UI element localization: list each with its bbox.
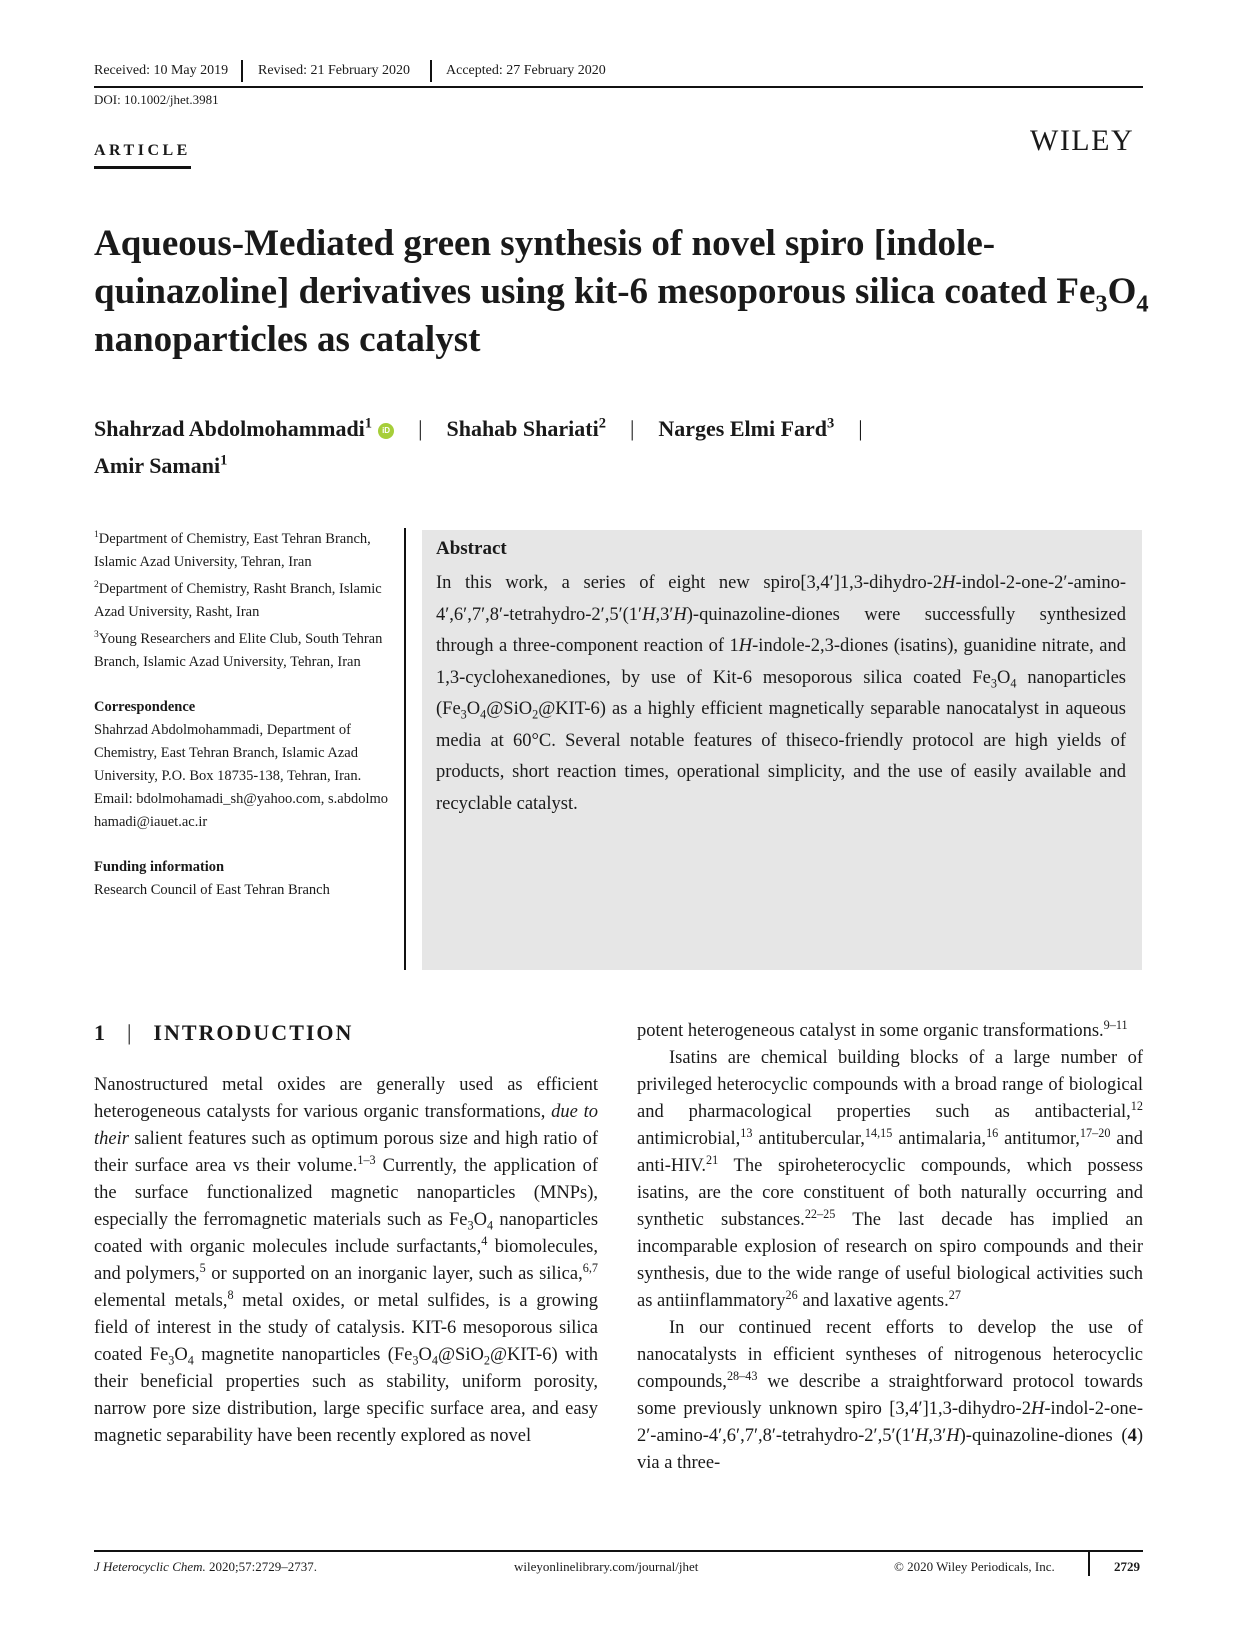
- abstract-text: In this work, a series of eight new spiro[3,4′]1,3-dihydro-2H-indol-2-one-2′-amino-4′,6′,7′,8′-tetrahydro-2′,5′(1′H,3′H)-quinazoline-diones were successfully synthesized through a three-component reaction of 1H-indole-2,3-diones (isatins), guanidine nitrate, and 1,3-cyclohexanediones, by use of Kit-6 mesoporous silica coated $Fe_3O_4$ nanoparticles $(Fe_3O_4@SiO_2@KIT-6)$ as a highly efficient magnetically separable nanocatalyst in aqueous media at 60°C. Several notable features of thiseco-friendly protocol are high yields of products, short reaction times, operational simplicity, and the use of easily available and recyclable catalyst.: [436, 573, 1126, 814]
- citation[interactable]: 27: [948, 1287, 961, 1302]
- citation[interactable]: 21: [706, 1152, 719, 1167]
- correspondence-text: Shahrzad Abdolmohammadi, Department of Chemistry, East Tehran Branch, Islamic Azad University, P.O. Box 18735-138, Tehran, Iran.: [94, 722, 362, 784]
- date-divider: [241, 60, 243, 82]
- funding-heading: Funding information: [94, 859, 225, 875]
- date-divider: [430, 60, 432, 82]
- citation[interactable]: 5: [199, 1260, 206, 1275]
- affiliation: $^3$Young Researchers and Elite Club, South Tehran Branch, Islamic Azad University, Tehran, Iran: [94, 629, 383, 670]
- citation[interactable]: 8: [227, 1287, 234, 1302]
- section-separator: |: [127, 1020, 134, 1045]
- affiliation: $^1$Department of Chemistry, East Tehran Branch, Islamic Azad University, Tehran, Iran: [94, 529, 371, 570]
- received-date: Received: 10 May 2019: [94, 63, 229, 78]
- body-column-left: [94, 1072, 598, 1450]
- journal-url-link[interactable]: wileyonlinelibrary.com/journal/jhet: [514, 1559, 699, 1574]
- author-separator: |: [418, 416, 423, 441]
- revised-date: Revised: 21 February 2020: [258, 63, 411, 78]
- citation[interactable]: 22–25: [804, 1206, 836, 1221]
- author-name[interactable]: Narges Elmi Fard: [658, 416, 828, 441]
- author-separator: |: [858, 416, 863, 441]
- citation[interactable]: 14,15: [864, 1125, 893, 1140]
- citation[interactable]: 28–43: [726, 1368, 758, 1383]
- abstract-heading: Abstract: [436, 538, 507, 559]
- column-divider: [404, 528, 406, 970]
- affiliation: $^2$Department of Chemistry, Rasht Branch, Islamic Azad University, Rasht, Iran: [94, 579, 382, 620]
- body-paragraph: Nanostructured metal oxides are generally used as efficient heterogeneous catalysts for various organic transformations, due to their salient features such as optimum porous size and high ratio of their surface area vs their volume.$^{1-3}$ Currently, the application of the surface functionalized magnetic nanoparticles (MNPs), especially the ferromagnetic materials such as $Fe_3O_4$ nanoparticles coated with organic molecules include surfactants,$^4$ biomolecules, and polymers,$^5$ or supported on an inorganic layer, such as silica,$^{6,7}$ elemental metals,$^8$ metal oxides, or metal sulfides, is a growing field of interest in the study of catalysis. KIT-6 mesoporous silica coated $Fe_3O_4$ magnetite nanoparticles $(Fe_3O_4@SiO_2@KIT-6)$ with their beneficial properties such as stability, uniform porosity, narrow pore size distribution, large specific surface area, and easy magnetic separability have been recently explored as novel: [94, 1075, 599, 1446]
- citation[interactable]: 12: [1130, 1098, 1143, 1113]
- body-paragraph: potent heterogeneous catalyst in some organic transformations.$^{9-11}$: [637, 1017, 1128, 1041]
- section-title: INTRODUCTION: [153, 1020, 354, 1045]
- author-name[interactable]: Amir Samani: [94, 453, 221, 478]
- correspondence-email[interactable]: Email: bdolmohamadi_sh@yahoo.com, s.abdolmohamadi@iauet.ac.ir: [94, 791, 389, 830]
- article-type-label: ARTICLE: [94, 142, 191, 169]
- accepted-date: Accepted: 27 February 2020: [446, 63, 606, 78]
- author-name[interactable]: Shahab Shariati: [446, 416, 599, 441]
- citation[interactable]: 4: [481, 1233, 488, 1248]
- publisher-logo: WILEY: [1030, 124, 1135, 157]
- correspondence-heading: Correspondence: [94, 699, 196, 715]
- journal-citation: J Heterocyclic Chem. 2020;57:2729–2737.: [94, 1559, 318, 1574]
- publication-dates-bar: [94, 60, 1143, 88]
- citation[interactable]: 6,7: [582, 1260, 599, 1275]
- abstract-box: [422, 530, 1142, 970]
- body-column-right: [637, 1018, 1143, 1477]
- body-paragraph: Isatins are chemical building blocks of a large number of privileged heterocyclic compounds with a broad range of biological and pharmacological properties such as antibacterial,$^{12}$ antimicrobial,$^{13}$ antitubercular,$^{14,15}$ antimalaria,$^{16}$ antitumor,$^{17-20}$ and anti-HIV.$^{21}$ The spiroheterocyclic compounds, which possess isatins, are the core constituent of both naturally occurring and synthetic substances.$^{22-25}$ The last decade has implied an incomparable explosion of research on spiro compounds and their synthesis, due to the wide range of useful biological activities such as antiinflammatory$^{26}$ and laxative agents.$^{27}$: [637, 1048, 1144, 1311]
- page-footer: [94, 1550, 1143, 1574]
- author-affiliation-marker: 2: [598, 415, 606, 432]
- section-heading: [94, 1020, 353, 1046]
- footer-divider: [1088, 1552, 1090, 1576]
- orcid-icon[interactable]: iD: [378, 423, 394, 439]
- citation[interactable]: 9–11: [1103, 1017, 1128, 1032]
- citation[interactable]: 13: [740, 1125, 753, 1140]
- author-affiliation-marker: 1: [220, 452, 228, 469]
- paper-title: Aqueous-Mediated green synthesis of novel spiro [indole-quinazoline] derivatives using kit-6 mesoporous silica coated $Fe_3O_4$ nanoparticles as catalyst: [94, 223, 1149, 360]
- body-paragraph: In our continued recent efforts to develop the use of nanocatalysts in efficient syntheses of nitrogenous heterocyclic compounds,$^{28-43}$ we describe a straightforward protocol towards some previously unknown spiro [3,4′]1,3-dihydro-2H-indol-2-one-2′-amino-4′,6′,7′,8′-tetrahydro-2′,5′(1′H,3′H)-quinazoline-diones (4) via a three-: [637, 1318, 1143, 1473]
- page-number: 2729: [1114, 1559, 1140, 1574]
- author-name[interactable]: Shahrzad Abdolmohammadi: [94, 416, 365, 441]
- citation[interactable]: 26: [785, 1287, 798, 1302]
- doi[interactable]: DOI: 10.1002/jhet.3981: [94, 92, 219, 107]
- citation[interactable]: 17–20: [1079, 1125, 1111, 1140]
- section-number: 1: [94, 1020, 107, 1045]
- author-affiliation-marker: 3: [827, 415, 835, 432]
- author-affiliation-marker: 1: [364, 415, 373, 432]
- copyright-notice: © 2020 Wiley Periodicals, Inc.: [894, 1559, 1055, 1574]
- article-info-column: [94, 528, 394, 970]
- funding-text: Research Council of East Tehran Branch: [94, 882, 330, 898]
- citation[interactable]: 1–3: [357, 1152, 376, 1167]
- author-separator: |: [629, 416, 635, 441]
- author-list: [94, 410, 1154, 484]
- citation[interactable]: 16: [986, 1125, 999, 1140]
